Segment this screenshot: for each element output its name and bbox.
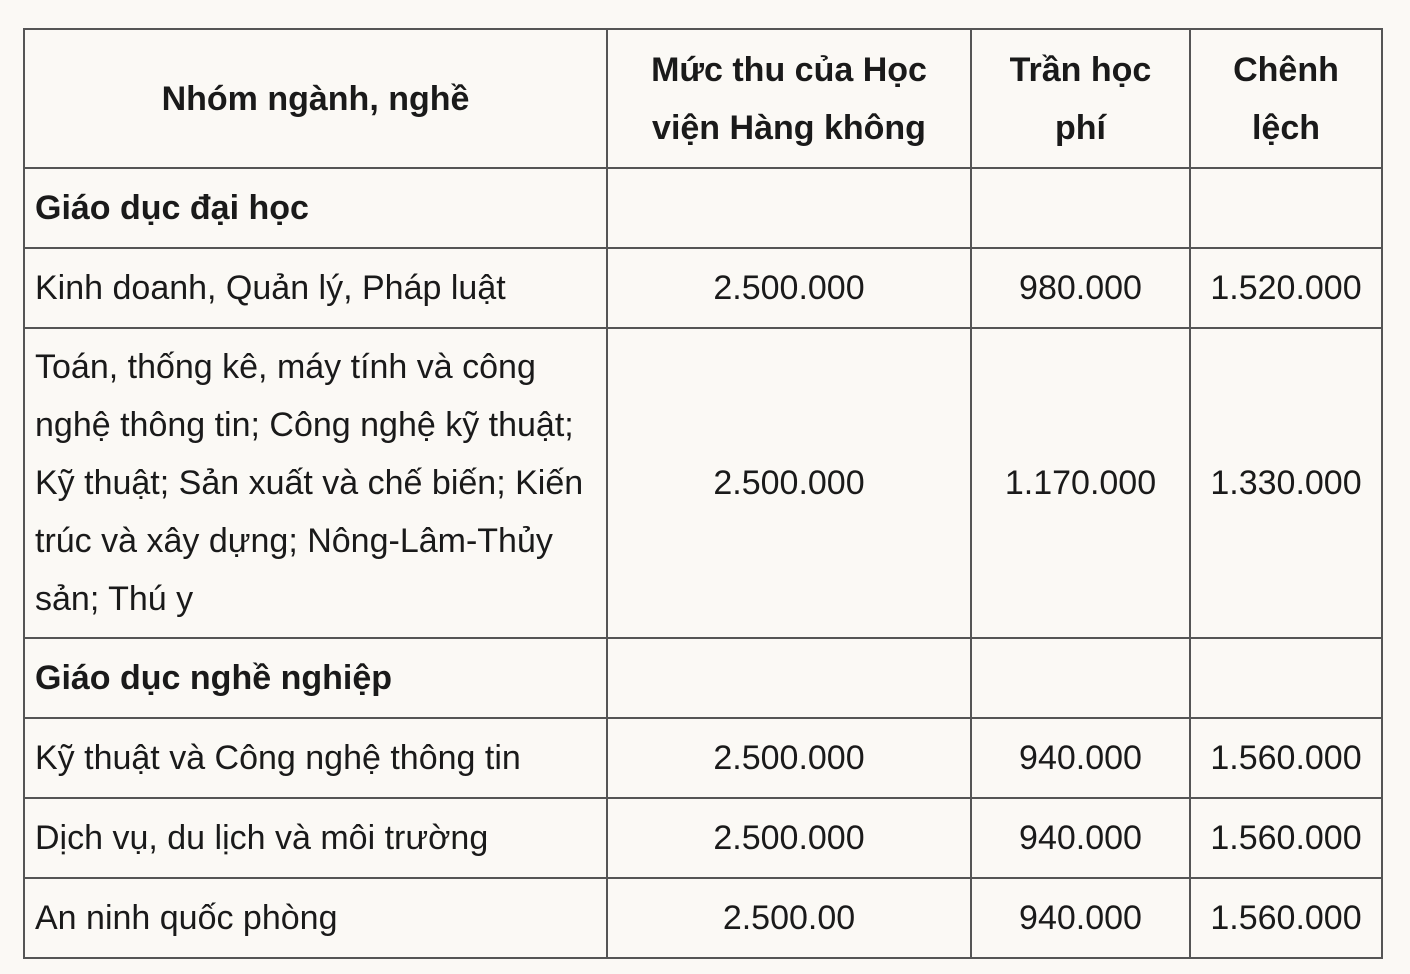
table-row bbox=[24, 328, 1382, 638]
cap-cell: 940.000 bbox=[971, 798, 1190, 878]
fee-cell: 2.500.000 bbox=[607, 718, 971, 798]
header-row bbox=[24, 29, 1382, 168]
header-group: Nhóm ngành, nghề bbox=[24, 29, 607, 168]
section-row bbox=[24, 168, 1382, 248]
cap-cell: 940.000 bbox=[971, 718, 1190, 798]
group-cell: An ninh quốc phòng bbox=[24, 878, 607, 958]
table-row bbox=[24, 718, 1382, 798]
diff-cell: 1.560.000 bbox=[1190, 718, 1382, 798]
section-title: Giáo dục nghề nghiệp bbox=[24, 638, 607, 718]
group-cell: Dịch vụ, du lịch và môi trường bbox=[24, 798, 607, 878]
fee-cell: 2.500.00 bbox=[607, 878, 971, 958]
diff-cell: 1.330.000 bbox=[1190, 328, 1382, 638]
group-cell: Kinh doanh, Quản lý, Pháp luật bbox=[24, 248, 607, 328]
diff-cell: 1.520.000 bbox=[1190, 248, 1382, 328]
group-cell: Kỹ thuật và Công nghệ thông tin bbox=[24, 718, 607, 798]
header-fee-cap: Trần học phí bbox=[971, 29, 1190, 168]
group-cell: Toán, thống kê, máy tính và công nghệ thông tin; Công nghệ kỹ thuật; Kỹ thuật; Sản xuất và chế biến; Kiến trúc và xây dựng; Nông-Lâm-Thủy sản; Thú y bbox=[24, 328, 607, 638]
fee-cell: 2.500.000 bbox=[607, 328, 971, 638]
fee-cell: 2.500.000 bbox=[607, 798, 971, 878]
tuition-table bbox=[23, 28, 1383, 959]
fee-cell: 2.500.000 bbox=[607, 248, 971, 328]
cap-cell: 940.000 bbox=[971, 878, 1190, 958]
section-row bbox=[24, 638, 1382, 718]
diff-cell: 1.560.000 bbox=[1190, 878, 1382, 958]
header-academy-fee: Mức thu của Học viện Hàng không bbox=[607, 29, 971, 168]
table-row bbox=[24, 248, 1382, 328]
section-title: Giáo dục đại học bbox=[24, 168, 607, 248]
cap-cell: 980.000 bbox=[971, 248, 1190, 328]
header-difference: Chênh lệch bbox=[1190, 29, 1382, 168]
cap-cell: 1.170.000 bbox=[971, 328, 1190, 638]
table-row bbox=[24, 878, 1382, 958]
table-row bbox=[24, 798, 1382, 878]
diff-cell: 1.560.000 bbox=[1190, 798, 1382, 878]
